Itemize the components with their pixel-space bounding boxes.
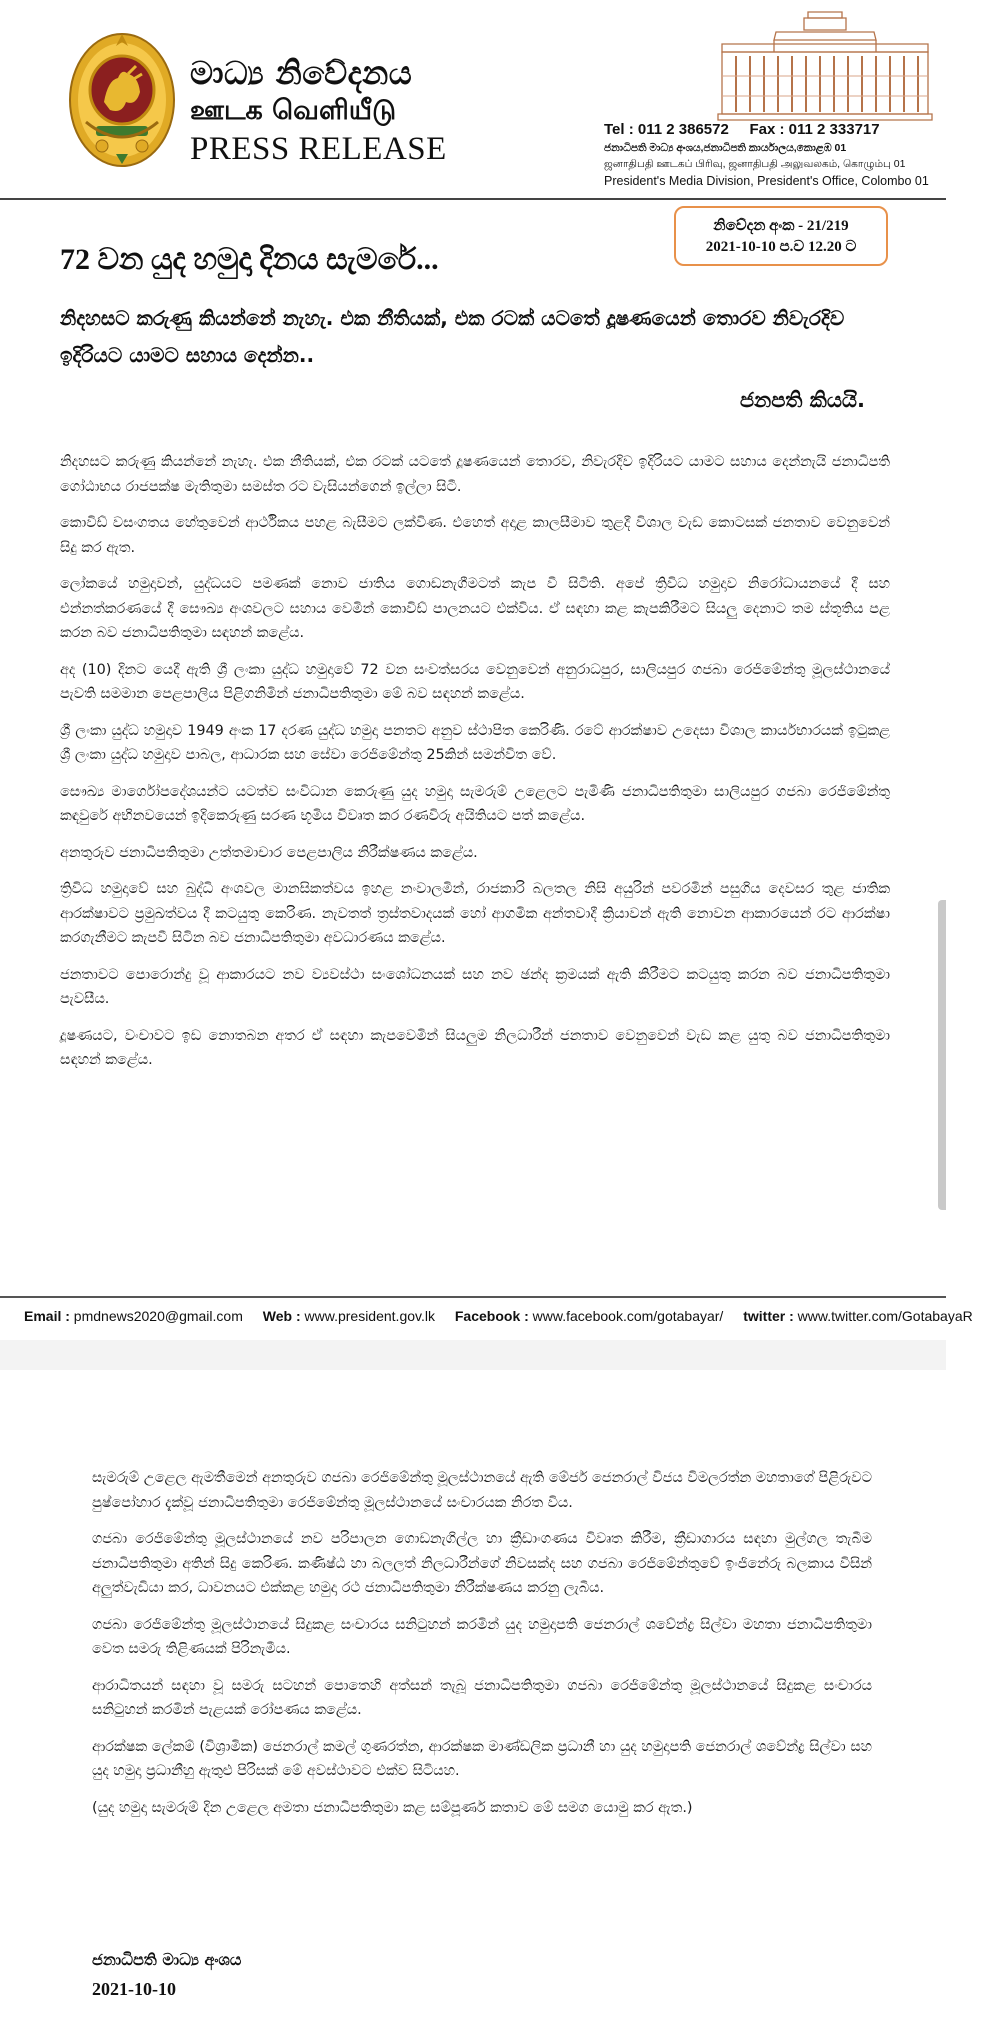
paragraph: (යුද හමුදා සැමරුම් දින උළෙල අමතා ජනාධිපතිතුමා කළ සම්පූර්ණ කතාව මේ සමග යොමු කර ඇත.) xyxy=(92,1799,693,1816)
paragraph: ලෝකයේ හමුදාවන්, යුද්ධයට පමණක් නොව ජාතිය ගොඩනැගීමටත් කැප වී සිටිති. අපේ ත්‍රිවිධ හමුදාව නිරෝධායනයේ දී සහ එන්නත්කරණයේ දී සෞඛ්‍ය අංශවලට සහාය වෙමින් කොවිඩ් පාලනයට එක්විය. ඒ සඳහා කළ කැපකිරීමට සියලු දෙනාට තම ස්තූතිය පළ කරන බව ජනාධිපතිතුමා සඳහන් කළේය. xyxy=(60,576,890,641)
byline: ජනපති කියයි. xyxy=(739,388,865,412)
subtitle: නිදහසට කරුණු කියන්නේ නැහැ. එක නීතියක්, එක රටක් යටතේ දූෂණයෙන් තොරව නිවැරදිව ඉදිරියට යාමට සහාය දෙන්න.. xyxy=(60,306,845,367)
email-label: Email : xyxy=(24,1308,70,1324)
web-label: Web : xyxy=(262,1308,301,1324)
page-title: 72 වන යුද හමුදා දිනය සැමරේ... xyxy=(60,243,439,276)
paragraph: ආරාධිතයන් සඳහා වූ සමරු සටහන් පොතෙහි අත්සන් තැබූ ජනාධිපතිතුමා ගජබා රෙජිමේන්තු මූලස්ථානයේ සිදුකළ සංචාරය සනිටුහන් කරමින් පැළයක් රෝපණය කළේය. xyxy=(92,1677,872,1718)
telephone: Tel : 011 2 386572 xyxy=(604,121,729,138)
brand-english: PRESS RELEASE xyxy=(190,131,447,167)
presidential-secretariat-building-icon xyxy=(716,10,934,122)
office-sinhala: ජනාධිපති මාධ්‍ය අංශය,ජනාධිපති කාර්යාලය,කොළඹ 01 xyxy=(604,142,847,154)
office-tamil: ஜனாதிபதி ஊடகப் பிரிவு, ஜனாதிபதி அலுவலகம், கொழும்பு 01 xyxy=(604,158,906,170)
paragraph: කොවිඩ් වසංගතය හේතුවෙන් ආර්ථිකය පහළ බැසීමට ලක්විණ. එහෙත් අදාළ කාලසීමාව තුළදී විශාල වැඩ කොටසක් ජනතාව වෙනුවෙන් සිදු කර ඇත. xyxy=(60,515,890,556)
body-text-page-2 xyxy=(92,1466,872,1832)
paragraph: අනතුරුව ජනාධිපතිතුමා උත්තමාචාර පෙළපාලිය නිරීක්ෂණය කළේය. xyxy=(60,844,478,861)
twitter-label: twitter : xyxy=(743,1308,794,1324)
twitter-link[interactable]: www.twitter.com/GotabayaR xyxy=(797,1308,973,1324)
brand-sinhala: මාධ්‍ය නිවේදනය xyxy=(190,54,413,92)
paragraph: සෞඛ්‍ය මාර්ගෝපදේශයන්ට යටත්ව සංවිධාන කෙරුණු යුද හමුදා සැමරුම් උළෙලට පැමිණි ජනාධිපතිතුමා සාලියපුර ගජබා රෙජිමේන්තු කඳවුරේ අභිනවයෙන් ඉදිකෙරුණු සරණ භූමිය විවෘත කර රණවිරු අයිතියට පත් කළේය. xyxy=(60,783,890,824)
signature-block xyxy=(92,1946,241,2004)
facebook-link[interactable]: www.facebook.com/gotabayar/ xyxy=(532,1308,724,1324)
paragraph: ශ්‍රී ලංකා යුද්ධ හමුදාව 1949 අංක 17 දරණ යුද්ධ හමුදා පනතට අනුව ස්ථාපිත කෙරිණි. රටේ ආරක්ෂාව උදෙසා විශාල කාර්යභාරයක් ඉටුකළ ශ්‍රී ලංකා යුද්ධ හමුදාව පාබල, ආධාරක සහ සේවා රෙජිමේන්තු 25කින් සමන්විත වේ. xyxy=(60,722,890,763)
phone-numbers xyxy=(604,120,939,140)
fax: Fax : 011 2 333717 xyxy=(749,121,880,138)
brand-block xyxy=(190,54,447,168)
office-english: President's Media Division, President's Office, Colombo 01 xyxy=(604,174,929,188)
brand-tamil: ஊடக வெளியீடு xyxy=(190,95,397,126)
paragraph: සැමරුම් උළෙල ඇමතීමෙන් අනතුරුව ගජබා රෙජිමේන්තු මූලස්ථානයේ ඇති මේජර් ජෙනරාල් විජය විමලරත්න මහතාගේ පිළිරුවට පුෂ්පෝහාර දැක්වූ ජනාධිපතිතුමා රෙජිමේන්තු මූලස්ථානයේ සංචාරයක නිරත විය. xyxy=(92,1470,872,1511)
reference-datetime: 2021-10-10 ප.ව 12.20 ට xyxy=(705,239,857,255)
reference-number: නිවේදන අංක - 21/219 xyxy=(713,218,849,234)
paragraph: ගජබා රෙජිමේන්තු මූලස්ථානයේ සිදුකළ සංචාරය සනිටුහන් කරමින් යුද හමුදාපති ජෙනරාල් ශවේන්ද්‍ර සිල්වා මහතා ජනාධිපතිතුමා වෙත සමරු තිළිණයක් පිරිනැමීය. xyxy=(92,1616,872,1657)
footer-divider xyxy=(0,1296,946,1298)
paragraph: ජනතාවට පොරොන්දු වූ ආකාරයට නව ව්‍යවස්ථා සංශෝධනයක් සහ නව ඡන්ද ක්‍රමයක් ඇති කිරීමට කටයුතු කරන බව ජනාධිපතිතුමා පැවසීය. xyxy=(60,966,890,1007)
contact-block xyxy=(604,120,939,190)
web-link[interactable]: www.president.gov.lk xyxy=(304,1308,435,1324)
signature-org: ජනාධිපති මාධ්‍ය අංශය xyxy=(92,1950,242,1969)
signature-date: 2021-10-10 xyxy=(92,1979,176,1999)
paragraph: ආරක්ෂක ලේකම් (විශ්‍රාමික) ජෙනරාල් කමල් ගුණරත්න, ආරක්ෂක මාණ්ඩලික ප්‍රධානී හා යුද හමුදාපති ජෙනරාල් ශවේන්ද්‍ර සිල්වා සහ යුද හමුදා ප්‍රධානීහු ඇතුළු පිරිසක් මේ අවස්ථාවට එක්ව සිටියහ. xyxy=(92,1738,872,1779)
header-divider xyxy=(0,198,946,200)
paragraph: අද (10) දිනට යෙදී ඇති ශ්‍රී ලංකා යුද්ධ හමුදාවේ 72 වන සංවත්සරය වෙනුවෙන් අනුරාධපුර, සාලියපුර ගජබා රෙජිමේන්තු මූලස්ථානයේ පැවති සමමාන පෙළපාලිය පිළිගනිමින් ජනාධිපතිතුමා මේ බව සඳහන් කළේය. xyxy=(60,661,890,702)
paragraph: ගජබා රෙජිමේන්තු මූලස්ථානයේ නව පරිපාලන ගොඩනැගිල්ල හා ක්‍රීඩාංගණය විවෘත කිරීම, ක්‍රීඩාගාරය සඳහා මුල්ගල තැබීම ජනාධිපතිතුමා අතින් සිදු කෙරිණ. කණිෂ්ඨ හා බලලත් නිලධාරීන්ගේ නිවසක්ද සහ ගජබා රෙජිමේන්තුවේ ඉංජිනේරු බලකාය විසින් අලුත්වැඩියා කර, ධාවනයට එක්කළ හමුදා රථ ජනාධිපතිතුමා නිරීක්ෂණය කරනු ලැබීය. xyxy=(92,1531,872,1596)
email-link[interactable]: pmdnews2020@gmail.com xyxy=(73,1308,243,1324)
body-text-page-1 xyxy=(60,450,890,1085)
footer-contacts xyxy=(24,1304,973,1328)
paragraph: දූෂණයට, වංචාවට ඉඩ නොතබන අතර ඒ සඳහා කැපවෙමින් සියලුම නිලධාරීන් ජනතාව වෙනුවෙන් වැඩ කළ යුතු බව ජනාධිපතිතුමා සඳහන් කළේය. xyxy=(60,1027,890,1068)
sri-lanka-emblem-icon xyxy=(66,22,178,170)
facebook-label: Facebook : xyxy=(454,1308,529,1324)
paragraph: නිදහසට කරුණු කියන්නේ නැහැ. එක නීතියක්, එක රටක් යටතේ දූෂණයෙන් තොරව, නිවැරදිව ඉදිරියට යාමට සහාය දෙන්නැයි ජනාධිපති ගෝඨාභය රාජපක්ෂ මැතිතුමා සමස්ත රට වැසියන්ගෙන් ඉල්ලා සිටී. xyxy=(60,454,890,495)
paragraph: ත්‍රිවිධ හමුදාවේ සහ බුද්ධි අංශවල මානසිකත්වය ඉහළ නංවාලමින්, රාජකාරි බලතල නිසි අයුරින් පවරමින් පසුගිය දෙවසර තුළ ජාතික ආරක්ෂාවට ප්‍රමුඛත්වය දී කටයුතු කෙරිණ. නැවතත් ත්‍රස්තවාදයක් හෝ ආගමික අන්තවාදී ක්‍රියාවන් ඇති නොවන ආකාරයෙන් රට ආරක්ෂා කරගැනීමට කැපවී සිටින බව ජනාධිපතිතුමා අවධාරණය කළේය. xyxy=(60,881,890,946)
page-separator xyxy=(0,1340,946,1370)
reference-box xyxy=(674,206,888,266)
scrollbar-thumb[interactable] xyxy=(938,900,946,1210)
